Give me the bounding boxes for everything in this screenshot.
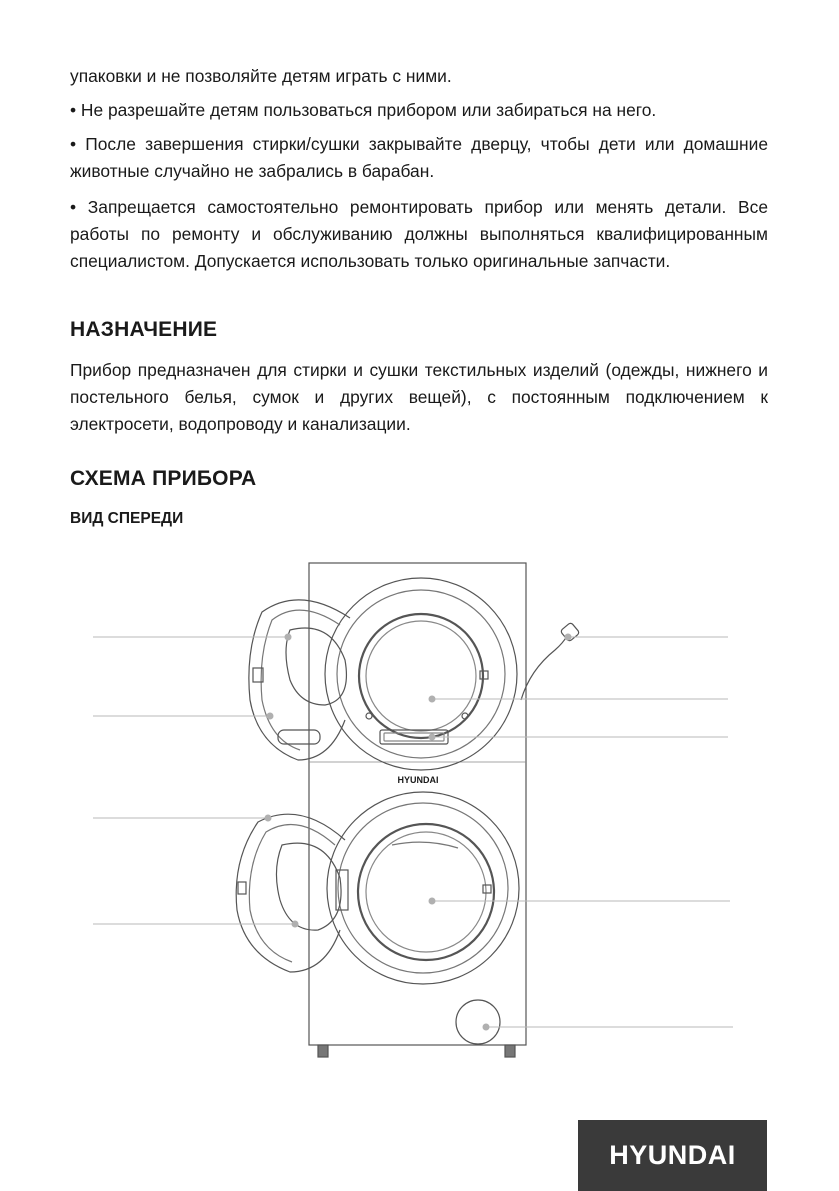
foot-right bbox=[505, 1045, 515, 1057]
scheme-heading: СХЕМА ПРИБОРА bbox=[70, 467, 257, 490]
bullet-close-door: • После завершения стирки/сушки закрывайте дверцу, чтобы дети или домашние животные случайно не забрались в барабан. bbox=[70, 134, 768, 181]
marker-lower-glass bbox=[292, 921, 299, 928]
upper-open-door-inner bbox=[261, 610, 340, 750]
purpose-text: Прибор предназначен для стирки и сушки текстильных изделий (одежды, нижнего и постельного белья, сумок и других вещей), с постоянным подключением к электросети, водопроводу и канализации. bbox=[70, 360, 768, 434]
upper-open-door bbox=[249, 600, 350, 760]
lower-door-frame bbox=[327, 792, 519, 984]
lower-drum-opening bbox=[358, 824, 494, 960]
marker-lower-drum bbox=[429, 898, 436, 905]
bullet-repair: • Запрещается самостоятельно ремонтировать прибор или менять детали. Все работы по ремонту и обслуживанию должны выполняться квалифицированным специалистом. Допускается использовать только оригинальные запчасти. bbox=[70, 197, 768, 271]
front-view-subheading: ВИД СПЕРЕДИ bbox=[70, 510, 184, 527]
marker-power-cord bbox=[565, 634, 572, 641]
marker-upper-door bbox=[285, 634, 292, 641]
lower-drum-opening-inner bbox=[366, 832, 486, 952]
lower-drum-lifter bbox=[392, 842, 458, 848]
power-cord bbox=[521, 636, 567, 700]
lower-door-catch bbox=[238, 882, 246, 894]
safety-text bbox=[70, 63, 768, 284]
appliance-brand-label: HYUNDAI bbox=[397, 775, 439, 785]
foot-left bbox=[318, 1045, 328, 1057]
lower-open-door-inner bbox=[249, 824, 335, 962]
marker-filter-cover bbox=[483, 1024, 490, 1031]
hyundai-logo: HYUNDAI bbox=[578, 1120, 767, 1191]
appliance-front-view-diagram bbox=[0, 545, 839, 1070]
marker-control-panel bbox=[429, 734, 436, 741]
lower-latch bbox=[483, 885, 491, 893]
marker-upper-handle bbox=[267, 713, 274, 720]
marker-lower-door bbox=[265, 815, 272, 822]
filter-cover bbox=[456, 1000, 500, 1044]
marker-upper-drum bbox=[429, 696, 436, 703]
upper-screw-left bbox=[366, 713, 372, 719]
bullet-children: • Не разрешайте детям пользоваться прибором или забираться на него. bbox=[70, 100, 657, 120]
lower-open-door bbox=[236, 814, 345, 972]
intro-line: упаковки и не позволяйте детям играть с ними. bbox=[70, 66, 452, 86]
upper-drum-opening-inner bbox=[366, 621, 476, 731]
purpose-text-block bbox=[70, 357, 768, 447]
purpose-heading: НАЗНАЧЕНИЕ bbox=[70, 318, 218, 341]
